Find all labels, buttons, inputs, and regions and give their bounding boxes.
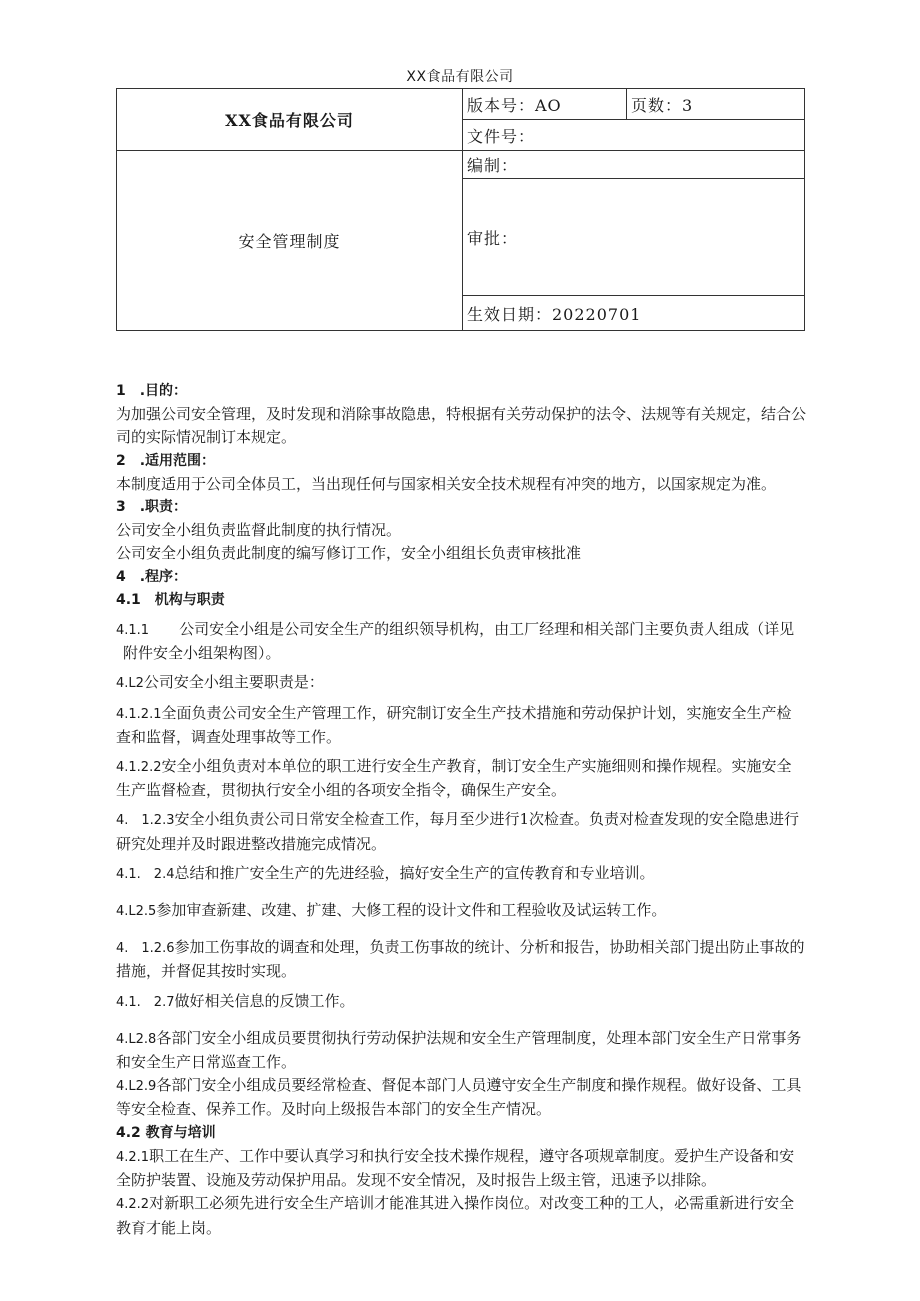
section-1-text: 为加强公司安全管理，及时发现和消除事故隐患，特根据有关劳动保护的法令、法规等有关规定，结合公司的实际情况制订本规定。 xyxy=(116,405,807,447)
item-4-1-2-3 xyxy=(116,808,806,855)
item-text: 各部门安全小组成员要贯彻执行劳动保护法规和安全生产管理制度，处理本部门安全生产日常事务和安全生产日常巡查工作。 xyxy=(116,1028,802,1072)
item-4-1-1-continued: 附件安全小组架构图）。 xyxy=(123,644,281,663)
section-3-text-1: 公司安全小组负责监督此制度的执行情况。 xyxy=(116,521,402,540)
item-number: 4.2.1 xyxy=(116,1149,150,1165)
item-4-1-2-2 xyxy=(116,755,806,802)
section-4-1-heading xyxy=(116,589,806,612)
section-1-title: 1 .目的： xyxy=(116,383,188,399)
item-4-1-2 xyxy=(116,671,806,695)
version-cell: 版本号：AO xyxy=(463,89,627,120)
effective-date-cell: 生效日期：20220701 xyxy=(463,296,805,331)
item-number: 4.L2.9 xyxy=(116,1079,157,1095)
section-3-text-2: 公司安全小组负责此制度的编写修订工作，安全小组组长负责审核批准 xyxy=(116,544,582,563)
item-number: 4.L2.8 xyxy=(116,1031,157,1047)
item-text: 职工在生产、工作中要认真学习和执行安全技术操作规程，遵守各项规章制度。爱护生产设备和安全防护装置、设施及劳动保护用品。发现不安全情况，及时报告上级主管，迅速予以排除。 xyxy=(116,1146,795,1190)
item-4-1-2-5 xyxy=(116,899,806,923)
section-4-2-title: 4.2 教育与培训 xyxy=(116,1124,216,1141)
item-4-1-2-9 xyxy=(116,1074,806,1121)
item-text: 安全小组负责对本单位的职工进行安全生产教育，制订安全生产实施细则和操作规程。实施安全生产监督检查，贯彻执行安全小组的各项安全指令，确保生产安全。 xyxy=(116,757,792,800)
item-number: 4.1. 2.4 xyxy=(116,866,175,882)
item-number: 4.2.2 xyxy=(116,1197,150,1213)
item-number: 4.1.2.1 xyxy=(116,706,162,722)
item-text: 全面负责公司安全生产管理工作，研究制订安全生产技术措施和劳动保护计划，实施安全生产检查和监督，调查处理事故等工作。 xyxy=(116,703,792,746)
item-text: 做好相关信息的反馈工作。 xyxy=(174,991,355,1010)
item-text: 参加工伤事故的调查和处理，负责工伤事故的统计、分析和报告，协助相关部门提出防止事故的措施，并督促其按时实现。 xyxy=(116,938,805,981)
item-4-2-2 xyxy=(116,1192,806,1239)
item-4-1-2-1 xyxy=(116,702,806,749)
section-4-1-number: 4.1 xyxy=(116,591,141,608)
company-name: XX食品有限公司 xyxy=(117,89,463,151)
item-4-1-2-4 xyxy=(116,862,806,886)
page-header: XX食品有限公司 xyxy=(406,69,514,85)
item-text: 公司安全小组主要职责是： xyxy=(143,673,324,692)
item-text: 各部门安全小组成员要经常检查、督促本部门人员遵守安全生产制度和操作规程。做好设备、工具等安全检查、保养工作。及时向上级报告本部门的安全生产情况。 xyxy=(116,1076,802,1119)
item-number: 4.L2 xyxy=(116,676,144,692)
item-number: 4.1.1 xyxy=(116,623,150,639)
item-4-1-2-8 xyxy=(116,1027,806,1074)
item-number: 4.L2.5 xyxy=(116,904,157,920)
item-number: 4. 1.2.3 xyxy=(116,813,175,829)
item-number: 4.1.2.2 xyxy=(116,760,162,776)
item-4-1-2-6 xyxy=(116,936,806,983)
document-body xyxy=(116,380,806,1240)
section-2-title: 2 .适用范围： xyxy=(116,452,216,469)
item-text: 对新职工必须先进行安全生产培训才能准其进入操作岗位。对改变工种的工人，必需重新进行安全教育才能上岗。 xyxy=(116,1194,795,1237)
item-4-1-1 xyxy=(116,618,806,642)
item-text: 总结和推广安全生产的先进经验，搞好安全生产的宣传教育和专业培训。 xyxy=(174,863,655,882)
item-text: 公司安全小组是公司安全生产的组织领导机构，由工厂经理和相关部门主要负责人组成（详见 xyxy=(149,620,795,639)
section-3-title: 3 .职责： xyxy=(116,499,188,516)
file-number-cell: 文件号： xyxy=(463,120,805,151)
editor-cell: 编制： xyxy=(463,151,805,179)
item-text: 参加审查新建、改建、扩建、大修工程的设计文件和工程验收及试运转工作。 xyxy=(156,901,667,920)
item-text: 安全小组负责公司日常安全检查工作，每月至少进行1次检查。负责对检查发现的安全隐患进行研究处理并及时跟进整改措施完成情况。 xyxy=(116,810,800,853)
item-4-2-1 xyxy=(116,1145,806,1192)
section-4-1-title: 机构与职责 xyxy=(140,591,225,608)
section-2-text: 本制度适用于公司全体员工，当出现任何与国家相关安全技术规程有冲突的地方，以国家规定为准。 xyxy=(116,474,777,493)
section-4-title: 4 .程序： xyxy=(116,568,188,585)
approver-cell: 审批： xyxy=(463,179,805,296)
document-info-table xyxy=(116,88,805,331)
item-number: 4.1. 2.7 xyxy=(116,994,175,1010)
pages-cell: 页数：3 xyxy=(627,89,805,120)
item-number: 4. 1.2.6 xyxy=(116,941,175,957)
document-title: 安全管理制度 xyxy=(117,151,463,331)
item-4-1-2-7 xyxy=(116,990,806,1014)
